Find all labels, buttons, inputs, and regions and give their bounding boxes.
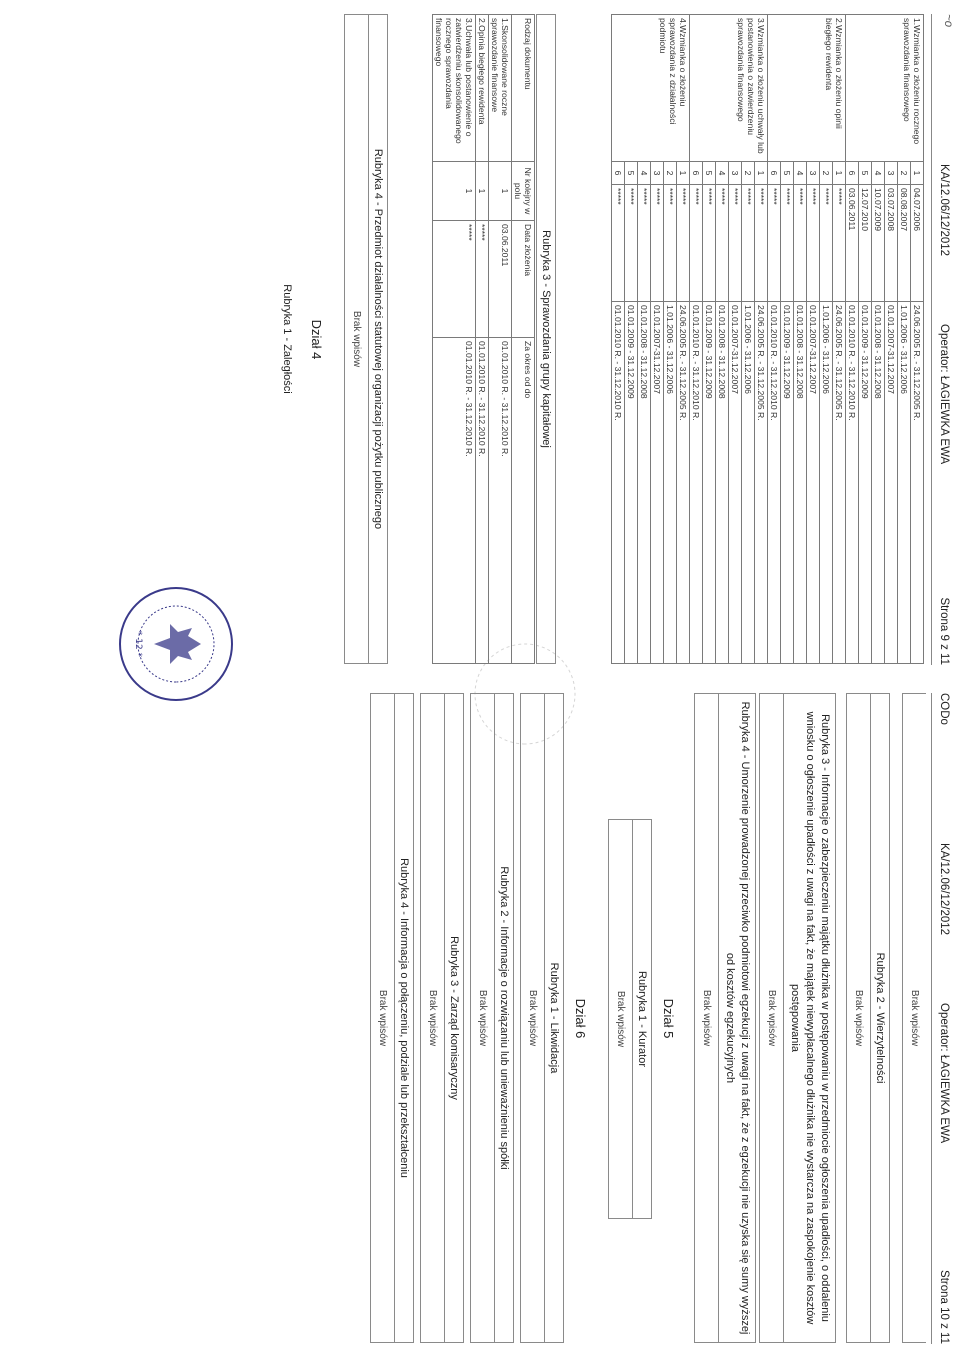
period-cell: 24.06.2005 R. - 31.12.2005 R. (755, 302, 768, 664)
rubryka-2-wierzytelnosci (846, 693, 890, 1343)
document-page-10 (0, 679, 960, 1358)
entry-number-cell: 2 (898, 162, 911, 185)
entry-number-cell: 5 (703, 162, 716, 185)
rubryka-4-umorzenie (694, 693, 756, 1343)
document-code: KA/12.06/12/2012 (938, 843, 950, 936)
entry-number-cell: 1 (677, 162, 690, 185)
svg-text:* 12 *: * 12 * (133, 630, 143, 658)
empty-entries-label: Brak wpisów (477, 989, 488, 1047)
empty-entries-label: Brak wpisów (527, 989, 538, 1047)
filing-date-cell: ***** (755, 185, 768, 302)
rubryka-1-zaleglosci-section (278, 14, 296, 664)
section-title: Rubryka 1 - Zaległości (281, 284, 293, 394)
section-title: Rubryka 3 - Informacje o zabezpieczeniu majątku dłużnika w postępowaniu w przedmiocie ogłoszenia upadłości, o oddaleniu wniosku o ogłoszenie upadłości z uwagi na fakt, że majątek niewypłacalnego dłużnika nie wystarcza na zaspokojenie kosztów postępowania (783, 694, 835, 1342)
rubryka-1-likwidacja (520, 693, 564, 1343)
section-title: Rubryka 2 - Wierzytelności (870, 694, 889, 1342)
filing-date-cell: ***** (703, 185, 716, 302)
period-cell: 1.01.2006 - 31.12.2006 (742, 302, 755, 664)
rubryka-3-section (536, 14, 556, 664)
page-header (931, 693, 952, 1344)
empty-entries-label: Brak wpisów (853, 989, 864, 1047)
faint-stamp-impression (470, 639, 580, 749)
financial-statements-table (611, 14, 924, 664)
period-cell: 24.06.2005 R. - 31.12.2005 R. (833, 302, 846, 664)
rubryka-3-zabezpieczenie (759, 693, 836, 1343)
handwritten-mark: ~o (942, 14, 954, 28)
period-cell: 01.01.2009 - 31.12.2009 (781, 302, 794, 664)
period-cell: 01.01.2007-31.12.2007 (651, 302, 664, 664)
rubryka-1-kurator (608, 819, 652, 1219)
period-cell: 01.01.2007-31.12.2007 (807, 302, 820, 664)
operator-label: Operator: ŁAGIEWKA EWA (938, 1003, 950, 1144)
filing-date-cell: 04.07.2006 (911, 185, 924, 302)
table-row (489, 15, 512, 664)
continued-empty-section (902, 693, 926, 1343)
document-type-cell: 3.Wzmianka o złożeniu uchwały lub postanowienia o zatwierdzeniu sprawozdania finansowego (690, 15, 768, 162)
entry-number-cell: 4 (638, 162, 651, 185)
entry-number-cell: 3 (729, 162, 742, 185)
period-cell: 1.01.2006 - 31.12.2006 (664, 302, 677, 664)
entry-number-cell: 5 (859, 162, 872, 185)
filing-date-cell: ***** (625, 185, 638, 302)
table-row (755, 15, 768, 664)
column-header: Za okres od do (512, 338, 535, 664)
entry-number-cell: 1 (489, 162, 512, 221)
period-cell: 01.01.2008 - 31.12.2008 (794, 302, 807, 664)
filing-date-cell: ***** (794, 185, 807, 302)
entry-number-cell: 5 (781, 162, 794, 185)
document-type-cell: 2.Wzmianka o złożeniu opinii biegłego rewidenta (768, 15, 846, 162)
filing-date-cell: ***** (638, 185, 651, 302)
empty-entries-label: Brak wpisów (701, 989, 713, 1047)
period-cell: 01.01.2007-31.12.2007 (729, 302, 742, 664)
entry-number-cell: 6 (846, 162, 859, 185)
empty-entries-label: Brak wpisów (766, 989, 778, 1047)
document-code: KA/12.06/12/2012 (938, 164, 950, 257)
filing-date-cell: ***** (690, 185, 703, 302)
section-title: Rubryka 3 - Zarząd komisaryczny (444, 694, 463, 1342)
filing-date-cell: ***** (651, 185, 664, 302)
period-cell: 01.01.2008 - 31.12.2008 (872, 302, 885, 664)
empty-entries-label: Brak wpisów (351, 310, 362, 368)
entry-number-cell: 6 (690, 162, 703, 185)
empty-entries-label: Brak wpisów (615, 990, 626, 1048)
period-cell: 01.01.2010 R. - 31.12.2010 R. (476, 338, 489, 664)
document-code-prefix: CODo (938, 693, 950, 725)
period-cell: 24.06.2005 R. - 31.12.2005 R. (677, 302, 690, 664)
period-cell: 01.01.2007-31.12.2007 (885, 302, 898, 664)
period-cell: 01.01.2009 - 31.12.2009 (859, 302, 872, 664)
entry-number-cell: 6 (612, 162, 625, 185)
operator-label: Operator: ŁAGIEWKA EWA (938, 324, 950, 465)
filing-date-cell: ***** (716, 185, 729, 302)
filing-date-cell: ***** (833, 185, 846, 302)
dzial-6-heading: Dział 6 (573, 998, 588, 1039)
period-cell: 1.01.2006 - 31.12.2006 (820, 302, 833, 664)
filing-date-cell: 10.07.2009 (872, 185, 885, 302)
rubryka-4-polaczenie (370, 693, 414, 1343)
period-cell: 01.01.2008 - 31.12.2008 (638, 302, 651, 664)
filing-date-cell: ***** (768, 185, 781, 302)
table-row (677, 15, 690, 664)
document-type-cell: 3.Uchwała lub postanowienie o zatwierdzeniu skonsolidowanego rocznego sprawozdania finansowego (433, 15, 476, 162)
dzial-4-heading: Dział 4 (309, 319, 324, 360)
period-cell: 01.01.2009 - 31.12.2009 (703, 302, 716, 664)
entry-number-cell: 1 (911, 162, 924, 185)
document-type-cell: 1.Wzmianka o złożeniu rocznego sprawozdania finansowego (846, 15, 924, 162)
filing-date-cell: 03.07.2008 (885, 185, 898, 302)
filing-date-cell: ***** (476, 221, 489, 338)
group-reports-table (432, 14, 535, 664)
filing-date-cell: ***** (433, 221, 476, 338)
page-number: Strona 9 z 11 (938, 597, 950, 665)
period-cell: 1.01.2006 - 31.12.2006 (898, 302, 911, 664)
column-header: Data złożenia (512, 221, 535, 338)
filing-date-cell: ***** (729, 185, 742, 302)
entry-number-cell: 4 (794, 162, 807, 185)
rubryka-2-rozwiazanie (470, 693, 514, 1343)
filing-date-cell: 08.08.2007 (898, 185, 911, 302)
period-cell: 01.01.2010 R. - 31.12.2010 R. (489, 338, 512, 664)
entry-number-cell: 3 (651, 162, 664, 185)
period-cell: 01.01.2010 R. - 31.12.2010 R. (612, 302, 625, 664)
document-type-cell: 1.Skonsolidowane roczne sprawozdanie finansowe (489, 15, 512, 162)
entry-number-cell: 4 (872, 162, 885, 185)
entry-number-cell: 4 (716, 162, 729, 185)
period-cell: 01.01.2010 R. - 31.12.2010 R. (846, 302, 859, 664)
filing-date-cell: ***** (664, 185, 677, 302)
section-title: Rubryka 4 - Informacja o połączeniu, podziale lub przekształceniu (394, 694, 413, 1342)
entry-number-cell: 3 (807, 162, 820, 185)
section-title: Rubryka 4 - Przedmiot działalności statutowej organizacji pożytku publicznego (368, 15, 387, 663)
table-row (833, 15, 846, 664)
period-cell: 01.01.2008 - 31.12.2008 (716, 302, 729, 664)
document-type-cell: 2.Opinia biegłego rewidenta (476, 15, 489, 162)
table-row (433, 15, 476, 664)
empty-entries-label: Brak wpisów (909, 989, 920, 1047)
filing-date-cell: ***** (820, 185, 833, 302)
column-header: Rodzaj dokumentu (512, 15, 535, 162)
filing-date-cell: ***** (807, 185, 820, 302)
rubryka-4-section (344, 14, 388, 664)
filing-date-cell: ***** (742, 185, 755, 302)
filing-date-cell: 03.06.2011 (489, 221, 512, 338)
empty-entries-label: Brak wpisów (427, 989, 438, 1047)
section-title: Rubryka 4 - Umorzenie prowadzonej przeciwko podmiotowi egzekucji z uwagi na fakt, że z egzekucji nie uzyska się sumy wyższej od kosztów egzekucyjnych (718, 694, 755, 1342)
entry-number-cell: 3 (885, 162, 898, 185)
empty-entries-label: Brak wpisów (377, 989, 388, 1047)
entry-number-cell: 2 (742, 162, 755, 185)
period-cell: 01.01.2009 - 31.12.2009 (625, 302, 638, 664)
entry-number-cell: 1 (833, 162, 846, 185)
document-type-cell: 4.Wzmianka o złożeniu sprawozdania z działalności podmiotu (612, 15, 690, 162)
entry-number-cell: 2 (820, 162, 833, 185)
entry-number-cell: 1 (755, 162, 768, 185)
entry-number-cell: 5 (625, 162, 638, 185)
entry-number-cell: 1 (433, 162, 476, 221)
period-cell: 01.01.2010 R. - 31.12.2010 R. (433, 338, 476, 664)
period-cell: 24.06.2005 R. - 31.12.2005 R. (911, 302, 924, 664)
section-title: Rubryka 1 - Likwidacja (544, 694, 563, 1342)
section-title: Rubryka 1 - Kurator (632, 820, 651, 1218)
filing-date-cell: ***** (677, 185, 690, 302)
filing-date-cell: ***** (781, 185, 794, 302)
filing-date-cell: 03.06.2011 (846, 185, 859, 302)
period-cell: 01.01.2010 R. - 31.12.2010 R. (768, 302, 781, 664)
rubryka-3-zarzad (420, 693, 464, 1343)
page-number: Strona 10 z 11 (938, 1270, 950, 1344)
entry-number-cell: 1 (476, 162, 489, 221)
table-row (476, 15, 489, 664)
entry-number-cell: 6 (768, 162, 781, 185)
section-title: Rubryka 3 - Sprawozdania grupy kapitałowej (536, 15, 555, 663)
column-header: Nr kolejny w polu (512, 162, 535, 221)
period-cell: 01.01.2010 R. - 31.12.2010 R. (690, 302, 703, 664)
entry-number-cell: 2 (664, 162, 677, 185)
page-header (931, 14, 952, 665)
dzial-5-heading: Dział 5 (661, 998, 676, 1039)
filing-date-cell: ***** (612, 185, 625, 302)
filing-date-cell: 12.07.2010 (859, 185, 872, 302)
section-title: Rubryka 2 - Informacje o rozwiązaniu lub unieważnieniu spółki (494, 694, 513, 1342)
table-row (911, 15, 924, 664)
